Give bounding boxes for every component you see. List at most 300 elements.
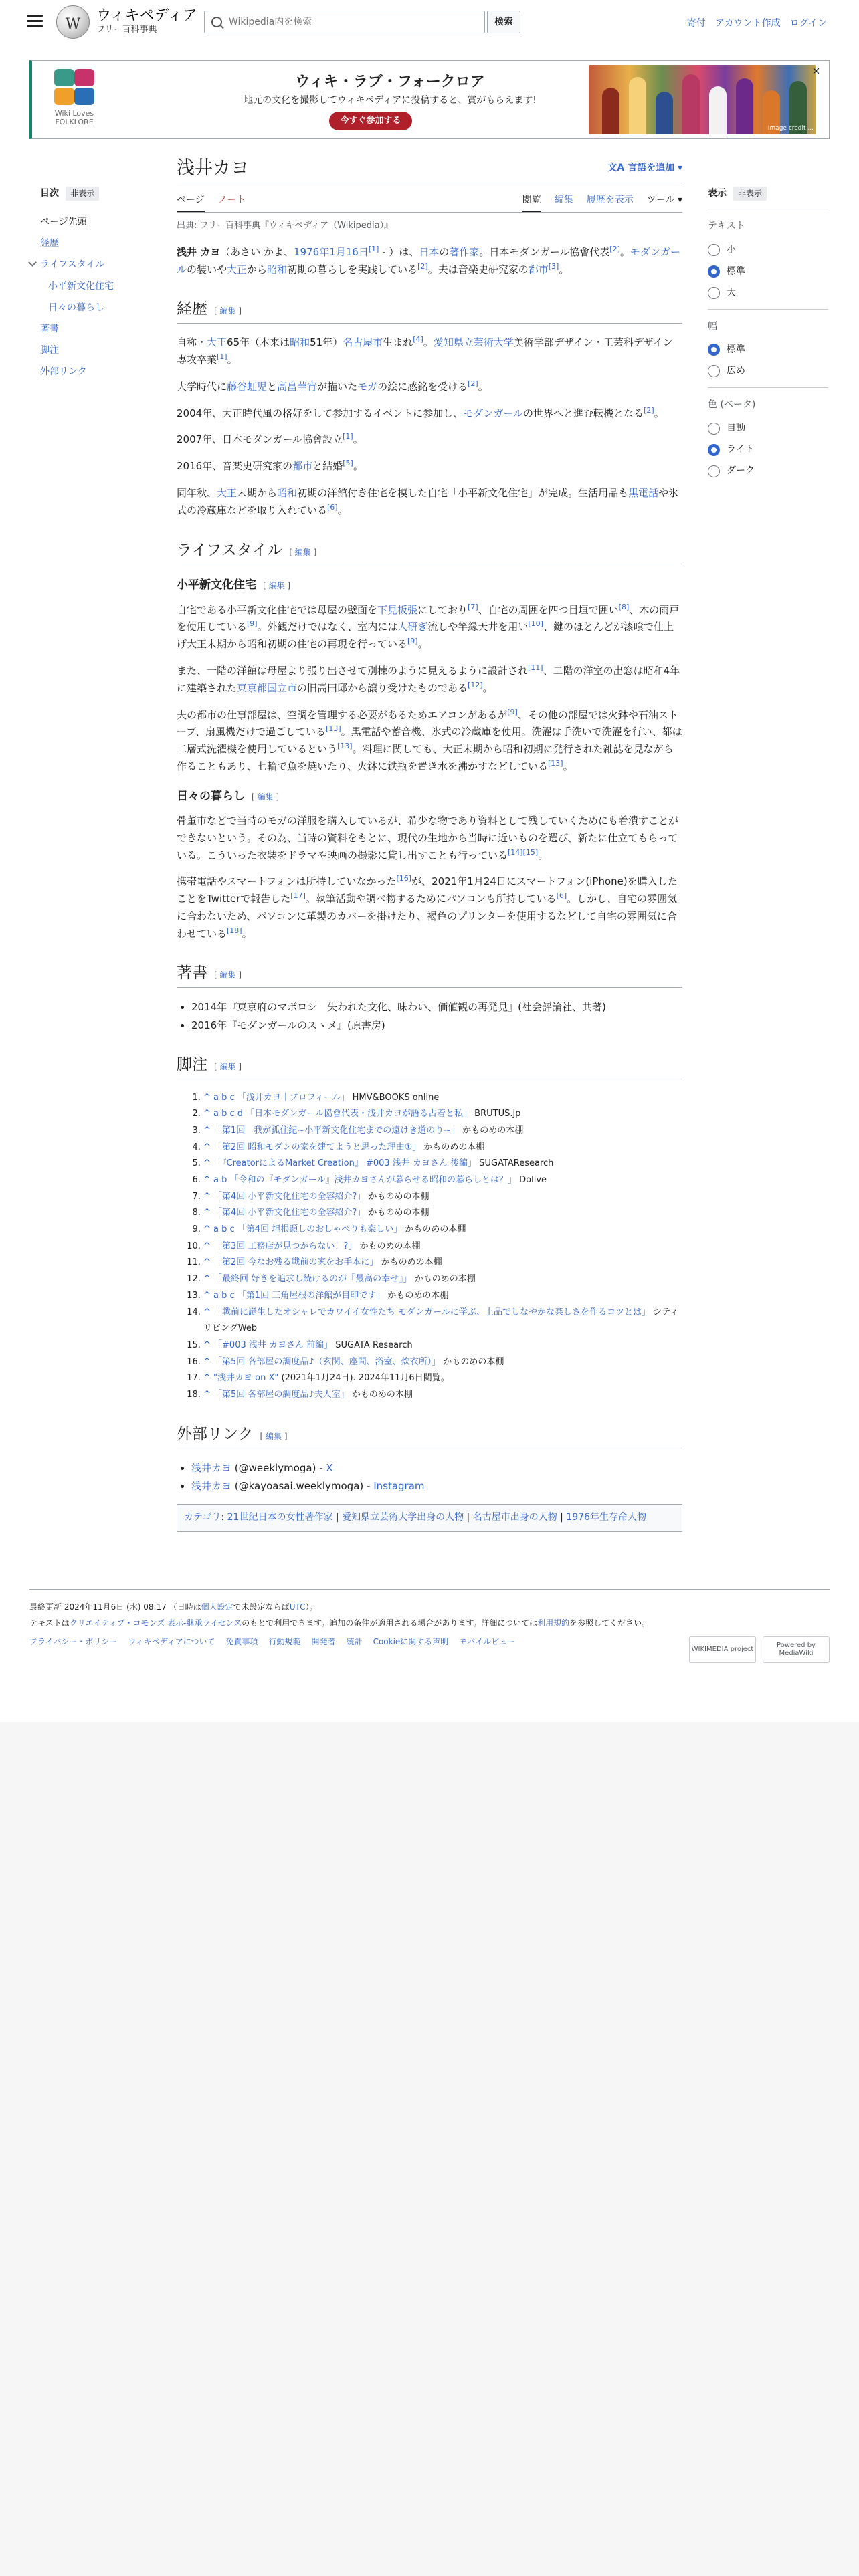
reference-item [203,1205,682,1222]
backlink[interactable]: ^ [203,1241,214,1251]
reference-link[interactable]: 「第1回 我が孤住紀~小平新文化住宅までの遠けき道のり~」 [213,1125,460,1136]
text: 。 [423,336,434,349]
text: 同年秋、 [177,486,217,499]
table-of-contents [40,186,161,383]
link[interactable]: モダンガール [463,407,524,419]
text: 。 [353,433,363,446]
reference-link[interactable]: 「最終回 好きを追求し続けるのが『最高の幸せ』」 [213,1274,412,1285]
section-notes [177,1053,682,1079]
link[interactable]: 都市 [292,460,313,473]
footer-link[interactable]: Cookieに関する声明 [373,1637,449,1646]
toc-item-books[interactable]: 著書 [40,324,59,335]
footer-link[interactable]: モバイルビュー [459,1637,516,1646]
reference-source: (2021年1月24日). 2024年11月6日閲覧。 [278,1373,450,1384]
instagram-link[interactable]: Instagram [373,1479,425,1492]
campaign-banner [29,60,830,139]
search-button[interactable]: 検索 [487,11,520,33]
radio-selected-icon [708,444,720,456]
radio-label: 自動 [727,423,745,434]
ref-mark[interactable]: [12] [468,680,483,689]
section-title: 経歴 [177,300,207,318]
text: の絵に感銘を受ける [377,380,468,393]
toc-item-external[interactable]: 外部リンク [40,366,87,378]
reference-source: シティリビングWeb [203,1307,679,1334]
banner-title: ウィキ・ラブ・フォークロア [295,74,485,90]
ref-mark[interactable]: [10] [528,619,543,629]
join-now-button[interactable]: 今すぐ参加する [329,112,412,130]
text: の旧高田邸から譲り受けたものである [297,681,468,694]
footer-link[interactable]: 統計 [346,1637,363,1646]
category-box: カテゴリ: 21世紀日本の女性著作家 | 愛知県立芸術大学出身の人物 | 名古屋市出身の人物 | 1976年生存命人物 [177,1504,682,1532]
reference-source: かものめの本棚 [440,1356,504,1367]
radio-icon [708,287,720,299]
house-p3 [177,707,682,776]
text: 。執筆活動や調べ物するためにパソコンも所持している [305,893,557,905]
reference-source: かものめの本棚 [402,1224,466,1235]
reference-item [203,1239,682,1255]
footer-link[interactable]: ウィキペディアについて [128,1637,215,1646]
reference-item [203,1370,682,1387]
ref-mark[interactable]: [2] [417,261,428,271]
appearance-header [708,186,828,209]
toc-item-lifestyle-row [40,254,161,276]
link[interactable]: 愛知県立芸術大学 [433,336,514,349]
text: 。 [337,504,348,516]
ref-mark[interactable]: [3] [548,261,559,271]
section-lifestyle [177,538,682,565]
reference-link[interactable]: 「令和の『モダンガール』浅井カヨさんが暮らせる昭和の暮らしとは？」 [229,1175,516,1186]
categories-link[interactable]: カテゴリ [184,1511,221,1523]
page-footer [29,1589,830,1657]
link[interactable]: 人研ぎ [397,621,428,633]
category-link[interactable]: 1976年生存命人物 [566,1511,646,1523]
link[interactable]: 藤谷虹児 [227,380,268,393]
text: 美術学部デザイン・工芸科デザイン専攻卒業 [177,336,673,366]
external-link[interactable]: 浅井カヨ [191,1479,232,1492]
link[interactable]: 下見板張 [377,603,418,616]
section-history [177,297,682,324]
radio-selected-icon [708,344,720,356]
text: 。黒電話や蓄音機、氷式の冷蔵庫を使用。洗濯は手洗いで洗濯を行い、都は二層式洗濯機を使用しているという [177,726,682,756]
ref-mark[interactable]: [14][15] [508,847,539,857]
logo-title: ウィキペディア [96,7,197,25]
text: と結婚 [312,460,343,473]
external-link[interactable]: 浅井カヨ [191,1462,232,1475]
section-title: 脚注 [177,1055,207,1073]
reference-source: SUGATA Research [332,1339,413,1350]
ref-mark[interactable]: [1] [343,432,353,441]
link[interactable]: 昭和 [277,486,298,499]
ref-mark[interactable]: [13] [326,724,341,734]
radio-label: 標準 [727,265,745,277]
tab-edit[interactable]: 編集 [554,195,573,205]
main-menu-icon[interactable] [27,15,43,28]
text: 。しかし、自宅の雰囲気に合わないため、パソコンに革製のカバーを掛けたり、褐色のプリンターを使用するなどして自宅の雰囲気に合わせている [177,893,678,940]
toc-hide-button[interactable]: 非表示 [66,187,99,201]
edit-section-link[interactable]: [ 編集 ] [289,547,317,557]
backlink[interactable]: ^ [203,1389,214,1400]
width-group [708,319,828,388]
reference-item [203,1156,682,1172]
external-links-list [191,1459,682,1495]
radio-icon [708,365,720,377]
text: 、その他の部屋では火鉢や石油ストーブ、扇風機だけで過ごしている [177,708,678,738]
ref-mark[interactable]: [16] [396,874,412,883]
daily-p2 [177,873,682,942]
ref-mark[interactable]: [8] [618,602,630,611]
ref-mark[interactable]: [9] [247,619,258,629]
toc-item-top[interactable]: ページ先頭 [40,217,87,228]
text: 。 [654,407,664,419]
link[interactable]: 都市 [528,263,549,276]
radio-label: 大 [727,287,736,298]
section-house [177,576,682,595]
footer-badges [689,1636,830,1663]
house-p1 [177,602,682,653]
radio-label: ダーク [727,465,755,477]
ref-mark[interactable]: [13] [337,742,353,751]
backlink[interactable]: ^ [203,1257,214,1268]
text: 、二階の洋室の出窓は昭和4年に建築された [177,664,680,694]
width-label: 幅 [708,320,717,332]
radio-icon [708,465,720,477]
link[interactable]: モガ [357,380,378,393]
reference-item [203,1106,682,1123]
reference-link[interactable]: 「第3回 工務店が見つからない！?」 [213,1241,357,1251]
footer-link[interactable]: プライバシー・ポリシー [29,1637,118,1646]
logo-tagline: フリー百科事典 [96,24,157,35]
text: 。 [227,353,237,366]
tab-tools[interactable]: ツール ▾ [646,195,682,205]
history-p5 [177,458,682,475]
reference-source: かものめの本棚 [385,1290,449,1301]
reference-link[interactable]: 「第4回 坦根顕しのおしゃべりも楽しい」 [237,1224,403,1235]
reference-link[interactable]: 「第5回 各部屋の調度品♪（玄関、座間、浴室、炊衣所）」 [213,1356,441,1367]
backlink[interactable]: ^ [203,1274,214,1285]
text: 65年（本来は [227,336,290,349]
mediawiki-badge[interactable]: Powered by MediaWiki [763,1636,830,1663]
link[interactable]: モダンガール [177,245,681,276]
tab-page[interactable]: ページ [177,193,205,212]
intro-paragraph: 浅井 カヨ（あさい かよ、1976年1月16日[1] - ）は、日本の著作家。日本モダンガール協會代表[2]。モダンガールの装いや大正から昭和初期の暮らしを実践している[2]。夫は音楽史研究家の都市[3]。 [177,244,681,276]
reference-source: かものめの本棚 [421,1142,485,1152]
text: 。 [242,927,252,940]
user-links [687,16,827,31]
tab-talk[interactable]: ノート [217,195,246,205]
link[interactable]: 黒電話 [628,486,659,499]
reference-item [203,1387,682,1404]
reference-item [203,1305,682,1337]
link[interactable]: 日本 [419,245,440,258]
text-size-large[interactable] [708,282,828,304]
text: 。 [478,380,488,393]
wikipedia-logo[interactable] [56,5,197,39]
ref-mark[interactable]: [2] [644,405,654,415]
reference-link[interactable]: 「日本モダンガール協會代表・浅井カヨが語る古着と私」 [246,1109,472,1119]
ref-mark[interactable]: [18] [227,926,242,935]
text: 。外観だけではなく、室内には [257,621,398,633]
ref-mark[interactable]: [17] [290,891,306,901]
history-p1 [177,334,682,369]
reference-link[interactable]: "浅井カヨ on X" [213,1373,279,1384]
edit-section-link[interactable]: [ 編集 ] [260,1431,288,1441]
x-link[interactable]: X [326,1462,333,1475]
tools-label: ツール [646,195,675,205]
link[interactable]: 大正 [207,336,227,349]
link[interactable]: 大正 [217,486,237,499]
text: 大学時代に [177,380,227,393]
add-language-button[interactable]: 文A 言語を追加 ▾ [607,163,682,173]
link[interactable]: 高畠華宵 [277,380,318,393]
link[interactable]: 昭和 [267,263,288,276]
color-dark[interactable] [708,461,828,482]
text: にしており [417,603,468,616]
reference-item [203,1255,682,1271]
color-light[interactable] [708,439,828,461]
list-item: • 2016年『モダンガールのスヽメ』(原書房) [191,1016,682,1034]
search-icon [211,17,222,27]
utc-link[interactable]: UTC [289,1602,306,1612]
reference-item [203,1140,682,1156]
reference-link[interactable]: 「第4回 小平新文化住宅の全容紹介?」 [213,1191,366,1202]
books-list [191,998,682,1034]
width-standard[interactable] [708,339,828,360]
footer-link[interactable]: 開発者 [311,1637,336,1646]
text: 2016年、音楽史研究家の [177,460,293,473]
ref-mark[interactable]: [6] [327,502,338,512]
page-tabs [177,190,682,213]
text: 初期の洋館付き住宅を模した自宅「小平新文化住宅」が完成。生活用品も [297,486,629,499]
wiki-loves-folklore-logo [44,69,104,132]
text: 。 [353,460,363,473]
text-size-standard[interactable] [708,261,828,282]
tab-history[interactable]: 履歴を表示 [586,195,634,205]
backlink[interactable]: ^ a b c [203,1290,237,1301]
source-note: 出典: フリー百科事典『ウィキペディア（Wikipedia）』 [177,221,393,231]
edit-section-link[interactable]: [ 編集 ] [214,970,242,980]
reference-item [203,1090,682,1107]
main-content [177,154,682,1532]
text: また、一階の洋館は母屋より張り出させて別棟のように見えるように設計され [177,664,529,677]
reference-source: かものめの本棚 [349,1389,413,1400]
backlink[interactable]: ^ [203,1191,214,1202]
license-text: テキストはクリエイティブ・コモンズ 表示-継承ライセンスのもとで利用できます。追加の条件が適用される場合があります。詳細については利用規約を参照してください。 [29,1618,650,1628]
login-link[interactable]: ログイン [789,18,827,29]
link[interactable]: 大正 [227,263,248,276]
text: 流しや竿縁天井を用い [427,621,529,633]
text-size-label: テキスト [708,221,745,232]
backlink[interactable]: ^ a b c [203,1224,237,1235]
radio-icon [708,423,720,435]
edit-section-link[interactable]: [ 編集 ] [214,1061,242,1071]
reference-link[interactable]: 「第4回 小平新文化住宅の全容紹介?」 [213,1208,366,1218]
text: 2004年、大正時代風の格好をして参加するイベントに参加し、 [177,407,464,419]
text: 自称・ [177,336,207,349]
text: 51年） [310,336,343,349]
reference-link[interactable]: 「第1回 三角屋根の洋館が目印です」 [237,1290,385,1301]
text: 携帯電話やスマートフォンは所持していなかった [177,875,397,888]
text: 。 [417,638,428,651]
reference-source: Dolive [516,1175,547,1186]
ref-mark[interactable]: [5] [343,459,353,468]
text: 、自宅の周囲を四つ目垣で囲い [478,603,619,616]
reference-source: かものめの本棚 [378,1257,442,1268]
history-p6 [177,485,682,520]
reference-item [203,1354,682,1371]
link[interactable]: 名古屋市 [343,336,383,349]
link[interactable]: 昭和 [290,336,310,349]
radio-label: 広め [727,365,745,377]
reference-link[interactable]: 「第2回 昭和モダンの家を建てようと思った理由①」 [213,1142,421,1152]
reference-source: かものめの本棚 [460,1125,524,1136]
color-auto[interactable] [708,418,828,439]
reference-link[interactable]: 「『CreatorによるMarket Creation』 #003 浅井 カヨさん 後編」 [213,1158,477,1169]
empty-page-area [0,1722,859,2576]
list-item: • 浅井カヨ (@weeklymoga) - X [191,1459,682,1477]
category-link[interactable]: 愛知県立芸術大学出身の人物 [342,1511,464,1523]
edit-section-link[interactable]: [ 編集 ] [252,792,280,802]
section-books [177,961,682,988]
page-title: 浅井カヨ [177,158,249,179]
text: や氷式の冷蔵庫などを取り入れている [177,486,679,516]
reference-source: かものめの本棚 [411,1274,476,1285]
backlink[interactable]: ^ [203,1339,214,1350]
ref-mark[interactable]: [7] [468,602,478,611]
reference-item [203,1172,682,1189]
ref-mark[interactable]: [13] [548,758,563,768]
search-box [204,11,485,33]
globe-icon [56,5,90,39]
reference-link[interactable]: 「浅井カヨ｜プロフィール」 [237,1092,350,1103]
add-language-label: 言語を追加 [628,163,675,173]
color-label: 色 (ベータ) [708,399,756,411]
text: 生まれ [383,336,413,349]
toc-header [40,186,161,201]
ref-mark[interactable]: [11] [528,663,543,672]
reference-source: かものめの本棚 [365,1191,430,1202]
house-p2 [177,663,682,697]
radio-selected-icon [708,265,720,278]
license-link[interactable]: クリエイティブ・コモンズ 表示-継承ライセンス [69,1618,242,1628]
section-title: 小平新文化住宅 [177,578,256,593]
ref-mark[interactable]: [4] [413,335,423,344]
appearance-title: 表示 [708,188,727,199]
create-account-link[interactable]: アカウント作成 [714,18,781,29]
backlink[interactable]: ^ a b c d [203,1109,246,1119]
text: 。 [563,760,573,772]
toc-item-house[interactable]: 小平新文化住宅 [48,281,114,292]
folklore-photo [589,65,816,134]
banner-subtitle: 地元の文化を撮影してウィキペディアに投稿すると、賞がもらえます! [244,95,537,106]
link[interactable]: 著作家 [449,245,480,258]
tab-read[interactable]: 閲覧 [522,193,541,212]
history-p4 [177,431,682,449]
search-input[interactable] [229,17,484,27]
section-title: 日々の暮らし [177,789,245,803]
reference-link[interactable]: 「第2回 今なお残る戦前の家をお手本に」 [213,1257,379,1268]
ref-mark[interactable]: [6] [556,891,567,901]
backlink[interactable]: ^ a b [203,1175,230,1186]
list-item: • 浅井カヨ (@kayoasai.weeklymoga) - Instagram [191,1477,682,1495]
appearance-panel [708,186,828,488]
reference-item [203,1271,682,1288]
text: 、木の雨戸を使用している [177,603,680,633]
radio-icon [708,244,720,256]
image-credit: Image credit ... [767,124,814,132]
toc-item-daily[interactable]: 日々の暮らし [48,302,104,314]
chevron-down-icon[interactable] [28,259,36,267]
backlink[interactable]: ^ [203,1356,214,1367]
references-list [203,1090,682,1404]
site-header [0,0,859,47]
footer-link[interactable]: 行動規範 [268,1637,301,1646]
category-link[interactable]: 名古屋市出身の人物 [472,1511,557,1523]
reference-item [203,1337,682,1354]
footer-link[interactable]: 免責事項 [225,1637,258,1646]
text: 骨董市などで当時のモガの洋服を購入しているが、希少な物であり資料として残していくためにも着潰すことができないという。その為、当時の資料をもとに、現代の生地から当時に近いものを選び、新たに仕立てもらっている。こういった衣装をドラマや映画の撮影に貸し出すことも行っている [177,814,679,861]
section-external [177,1422,682,1449]
section-title: 外部リンク [177,1425,254,1443]
wikimedia-badge[interactable]: WIKIMEDIA project [689,1636,756,1663]
text: と [267,380,278,393]
birthdate-link[interactable]: 1976年1月16日 [294,245,369,258]
backlink[interactable]: ^ [203,1208,214,1218]
radio-label: 標準 [727,344,745,355]
text: 自宅である小平新文化住宅では母屋の壁面を [177,603,378,616]
reference-link[interactable]: 「#003 浅井 カヨさん 前編」 [213,1339,333,1350]
toc-item-history[interactable]: 経歴 [40,238,59,249]
backlink[interactable]: ^ [203,1373,214,1384]
ref-mark[interactable]: [1] [217,352,227,361]
link[interactable]: 東京都国立市 [237,681,298,694]
text-size-small[interactable] [708,239,828,261]
ref-mark[interactable]: [9] [507,707,518,716]
backlink[interactable]: ^ [203,1158,214,1169]
close-icon[interactable]: × [812,64,821,77]
category-link[interactable]: 21世紀日本の女性著作家 [227,1511,333,1523]
toc-item-notes[interactable]: 脚注 [40,345,59,356]
backlink[interactable]: ^ a b c [203,1092,237,1103]
edit-section-link[interactable]: [ 編集 ] [214,306,242,316]
reference-link[interactable]: 「戦前に誕生したオシャレでカワイイ女性たち モダンガールに学ぶ、上品でしなやかな楽しさを作るコツとは」 [213,1307,650,1317]
title-row [177,154,682,183]
reference-source: SUGATAResearch [476,1158,554,1169]
ref-mark[interactable]: [1] [368,244,379,253]
terms-link[interactable]: 利用規約 [537,1618,570,1628]
text-size-group [708,219,828,309]
donate-link[interactable]: 寄付 [686,18,706,29]
width-wide[interactable] [708,360,828,382]
backlink[interactable]: ^ [203,1142,214,1152]
ref-mark[interactable]: [2] [609,244,620,253]
toc-item-lifestyle[interactable]: ライフスタイル [40,259,105,271]
text: 。 [482,681,493,694]
text: が、2021年1月24日にスマートフォン(iPhone)を購入したことをTwitterで報告した [177,875,678,905]
backlink[interactable]: ^ [203,1125,214,1136]
reference-item [203,1123,682,1140]
radio-label: ライト [727,444,755,455]
appearance-hide-button[interactable]: 非表示 [733,187,767,201]
history-p2 [177,379,682,396]
preferences-link[interactable]: 個人設定 [201,1602,233,1612]
edit-section-link[interactable]: [ 編集 ] [263,581,291,591]
text: 夫の都市の仕事部屋は、空調を管理する必要があるためエアコンがあるが [177,708,508,721]
backlink[interactable]: ^ [203,1307,214,1317]
ref-mark[interactable]: [9] [407,637,418,646]
ref-mark[interactable]: [2] [468,379,478,388]
reference-link[interactable]: 「第5回 各部屋の調度品♪夫人室」 [213,1389,349,1400]
text: が描いた [317,380,358,393]
